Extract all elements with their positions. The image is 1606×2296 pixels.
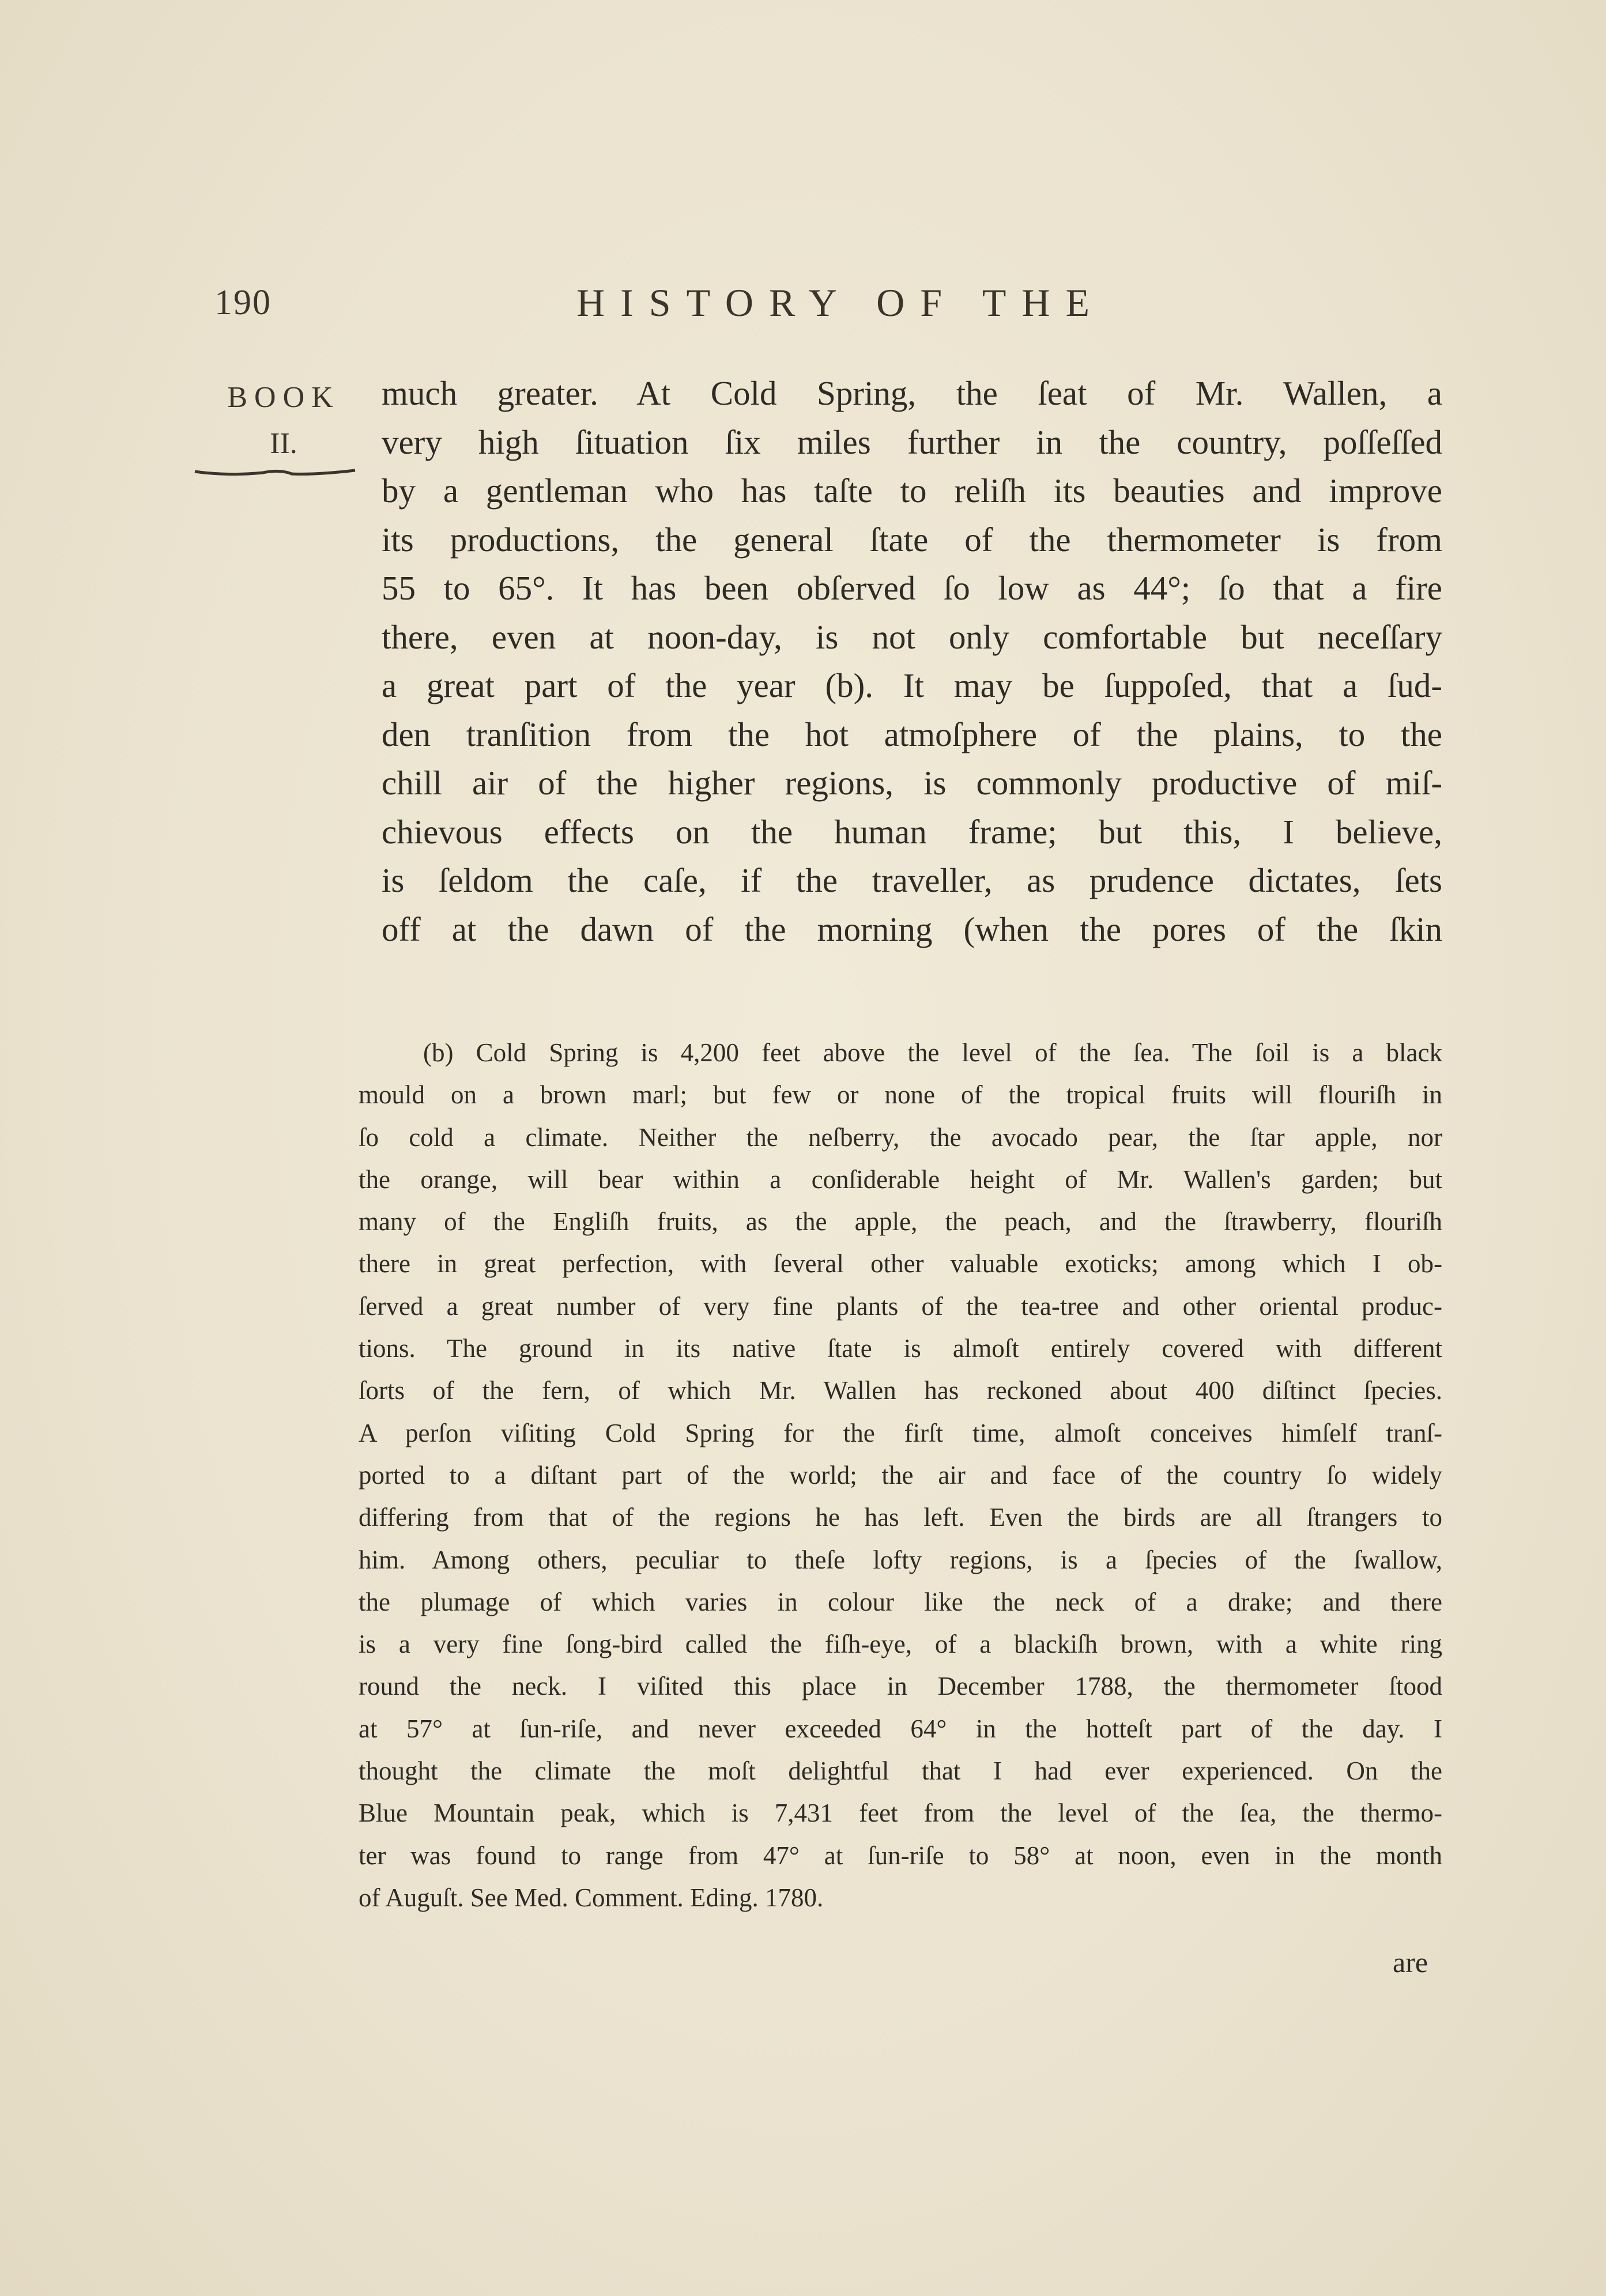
- body-line: den tranſition from the hot atmoſphere of the plains, to the: [382, 715, 1442, 753]
- footnote-line: many of the Engliſh fruits, as the apple, the peach, and the ſtrawberry, flouriſh: [359, 1207, 1442, 1236]
- margin-brace-rule: [194, 467, 357, 480]
- main-body-text: [382, 369, 1442, 953]
- footnote-line: differing from that of the regions he has left. Even the birds are all ſtrangers to: [359, 1503, 1442, 1532]
- footnote-line: mould on a brown marl; but few or none of the tropical fruits will flouriſh in: [359, 1080, 1442, 1110]
- footnote-line: Blue Mountain peak, which is 7,431 feet from the level of the ſea, the thermo-: [359, 1799, 1442, 1828]
- footnote-line: tions. The ground in its native ſtate is almoſt entirely covered with different: [359, 1334, 1442, 1363]
- catchword: are: [1393, 1946, 1428, 1978]
- footnote-line: there in great perfection, with ſeveral other valuable exoticks; among which I ob-: [359, 1249, 1442, 1279]
- body-line: by a gentleman who has taſte to reliſh its beauties and improve: [382, 472, 1442, 510]
- footnote-line: ſerved a great number of very fine plants of the tea-tree and other oriental produc-: [359, 1291, 1442, 1321]
- body-line: very high ſituation ſix miles further in the country, poſſeſſed: [382, 423, 1442, 461]
- footnote-line: him. Among others, peculiar to theſe lofty regions, is a ſpecies of the ſwallow,: [359, 1545, 1442, 1574]
- body-line: much greater. At Cold Spring, the ſeat of Mr. Wallen, a: [382, 374, 1442, 412]
- footnote-line: of Auguſt. See Med. Comment. Eding. 1780.: [359, 1883, 824, 1912]
- footnote-line: (b) Cold Spring is 4,200 feet above the level of the ſea. The ſoil is a black: [423, 1038, 1442, 1067]
- body-line: chill air of the higher regions, is commonly productive of miſ-: [382, 764, 1442, 802]
- margin-book-label: BOOK: [227, 381, 340, 414]
- footnote-line: ter was found to range from 47° at ſun-riſe to 58° at noon, even in the month: [359, 1841, 1442, 1870]
- body-line: is ſeldom the caſe, if the traveller, as prudence dictates, ſets: [382, 861, 1442, 899]
- footnote-line: ported to a diſtant part of the world; the air and face of the country ſo widely: [359, 1460, 1442, 1490]
- footnote: [359, 1032, 1442, 1919]
- body-line: chievous effects on the human frame; but this, I believe,: [382, 812, 1442, 851]
- body-line: 55 to 65°. It has been obſerved ſo low as 44°; ſo that a fire: [382, 569, 1442, 607]
- body-line: its productions, the general ſtate of the thermometer is from: [382, 520, 1442, 559]
- footnote-line: A perſon viſiting Cold Spring for the firſt time, almoſt conceives himſelf tranſ-: [359, 1418, 1442, 1447]
- footnote-line: at 57° at ſun-riſe, and never exceeded 64° in the hotteſt part of the day. I: [359, 1714, 1442, 1743]
- footnote-line: ſo cold a climate. Neither the neſberry, the avocado pear, the ſtar apple, nor: [359, 1122, 1442, 1152]
- running-head: HISTORY OF THE: [576, 281, 1106, 325]
- body-line: there, even at noon-day, is not only comfortable but neceſſary: [382, 617, 1442, 656]
- body-line: a great part of the year (b). It may be ſuppoſed, that a ſud-: [382, 666, 1442, 704]
- footnote-line: thought the climate the moſt delightful that I had ever experienced. On the: [359, 1756, 1442, 1786]
- body-line: off at the dawn of the morning (when the pores of the ſkin: [382, 910, 1442, 948]
- footnote-line: is a very fine ſong-bird called the fiſh-eye, of a blackiſh brown, with a white ring: [359, 1630, 1442, 1659]
- margin-volume-label: II.: [270, 427, 297, 460]
- footnote-line: round the neck. I viſited this place in December 1788, the thermometer ſtood: [359, 1672, 1442, 1701]
- margin-note: [209, 375, 359, 467]
- footnote-line: the orange, will bear within a conſiderable height of Mr. Wallen's garden; but: [359, 1164, 1442, 1194]
- footnote-line: ſorts of the fern, of which Mr. Wallen has reckoned about 400 diſtinct ſpecies.: [359, 1376, 1442, 1405]
- page-number: 190: [214, 283, 272, 322]
- footnote-line: the plumage of which varies in colour like the neck of a drake; and there: [359, 1587, 1442, 1616]
- page-header: [0, 282, 1606, 329]
